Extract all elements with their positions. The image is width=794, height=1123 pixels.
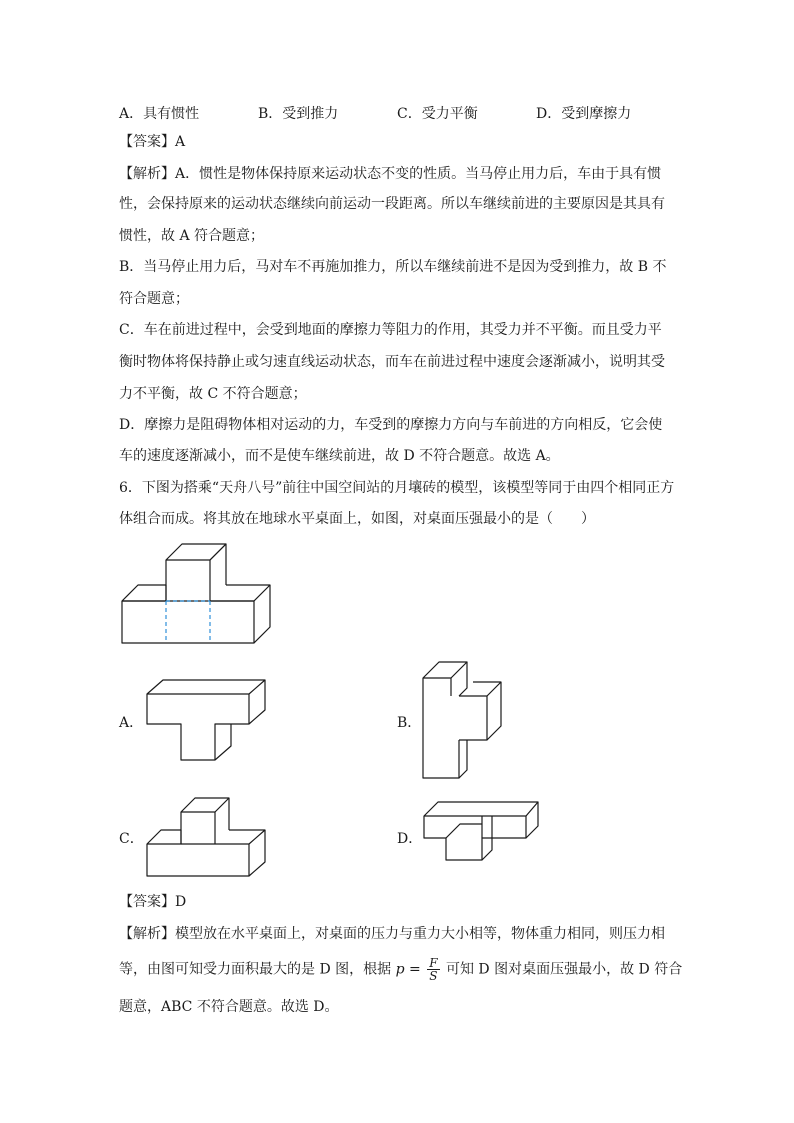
q6-answer: 【答案】D xyxy=(119,894,187,910)
q5-analysis-line: D．摩擦力是阻碍物体相对运动的力，车受到的摩擦力方向与车前进的方向相反，它会使 xyxy=(119,417,663,433)
option-d-figure xyxy=(422,800,544,862)
option-c-figure xyxy=(145,792,267,878)
q5-analysis-line: 【解析】A．惯性是物体保持原来运动状态不变的性质。当马停止用力后，车由于具有惯 xyxy=(119,166,662,182)
option-c: C．受力平衡 xyxy=(397,106,478,122)
q5-analysis-line: 性，会保持原来的运动状态继续向前运动一段距离。所以车继续前进的主要原因是其具有 xyxy=(119,196,665,212)
option-d-label: D． xyxy=(397,831,423,847)
formula-denominator: S xyxy=(429,969,438,983)
option-b: B．受到推力 xyxy=(258,106,339,122)
q5-analysis-line: 衡时物体将保持静止或匀速直线运动状态，而车在前进过程中速度会逐渐减小，说明其受 xyxy=(119,354,665,370)
pressure-formula xyxy=(427,957,439,982)
q5-analysis-line: 惯性，故 A 符合题意； xyxy=(119,228,265,244)
q5-analysis-line: 符合题意； xyxy=(119,291,189,307)
option-b-label: B． xyxy=(397,715,422,731)
formula-p: p xyxy=(395,961,405,978)
option-a: A．具有惯性 xyxy=(119,106,200,122)
q6-stem-line: 体组合而成。将其放在地球水平桌面上，如图，对桌面压强最小的是（ ） xyxy=(119,511,595,527)
q5-analysis-line: C．车在前进过程中，会受到地面的摩擦力等阻力的作用，其受力并不平衡。而且受力平 xyxy=(119,322,662,338)
q6-analysis-text: 可知 D 图对桌面压强最小，故 D 符合 xyxy=(445,961,683,978)
q5-analysis-line: B．当马停止用力后，马对车不再施加推力，所以车继续前进不是因为受到推力，故 B 不 xyxy=(119,259,667,275)
q5-analysis-line: 车的速度逐渐减小，而不是使车继续前进，故 D 不符合题意。故选 A。 xyxy=(119,448,560,464)
q5-answer: 【答案】A xyxy=(119,134,186,150)
option-a-figure xyxy=(145,678,267,762)
option-b-figure xyxy=(421,660,505,780)
model-figure xyxy=(120,543,272,645)
option-d: D．受到摩擦力 xyxy=(536,106,632,122)
formula-numerator: F xyxy=(429,956,438,970)
q6-analysis-text: 等，由图可知受力面积最大的是 D 图，根据 xyxy=(119,961,392,978)
option-a-label: A． xyxy=(119,715,144,731)
q5-analysis-line: 力不平衡，故 C 不符合题意； xyxy=(119,386,307,402)
q6-analysis-line: 【解析】模型放在水平桌面上，对桌面的压力与重力大小相等，物体重力相同，则压力相 xyxy=(119,926,665,942)
formula-equals: = xyxy=(409,961,421,978)
q6-analysis-line: 题意，ABC 不符合题意。故选 D。 xyxy=(119,999,339,1015)
option-c-label: C． xyxy=(119,831,144,847)
q6-analysis-line xyxy=(119,957,682,982)
q6-stem-line: 6．下图为搭乘“天舟八号”前往中国空间站的月壤砖的模型，该模型等同于由四个相同正方 xyxy=(119,480,675,496)
